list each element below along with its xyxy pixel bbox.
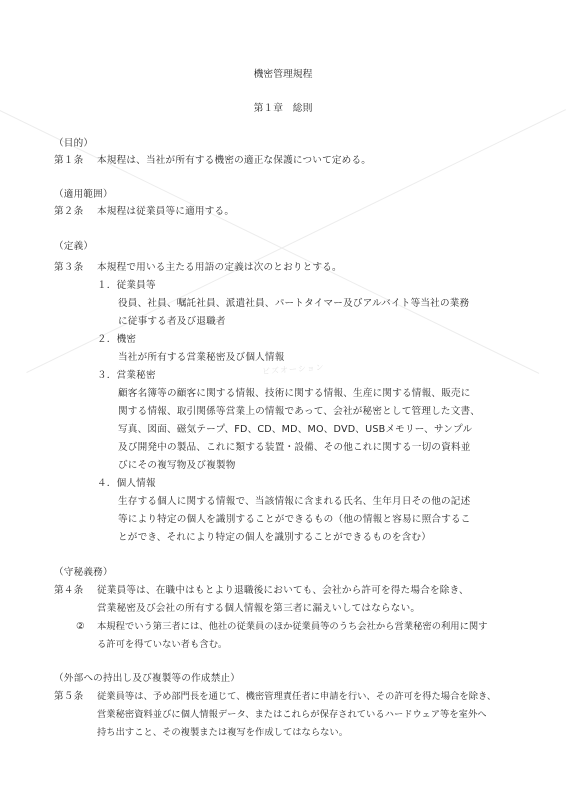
definition-3-line: 関する情報、取引関係等営業上の情報であって、会社が秘密として管理した文書、 (118, 406, 481, 417)
article-5-line: 持ち出すこと、その複製または複写を作成してはならない。 (97, 727, 349, 738)
definition-3-line: 及び開発中の製品、これに類する装置・設備、その他これに関する一切の資料並 (118, 442, 471, 453)
chapter-heading: 第１章 総則 (253, 103, 313, 114)
article-4-paragraph-2-line: る許可を得ていない者も含む。 (97, 639, 228, 650)
article-4-heading: （守秘義務） (54, 567, 113, 578)
document-title: 機密管理規程 (253, 69, 313, 80)
definition-4-label: ４．個人情報 (97, 478, 156, 489)
article-4-paragraph-2-line: 本規程でいう第三者には、他社の従業員のほか従業員等のうち会社から営業秘密の利用に関す (97, 621, 488, 632)
definition-3-line: 顧客名簿等の顧客に関する情報、技術に関する情報、生産に関する情報、販売に (118, 388, 471, 399)
article-4-line: 営業秘密及び会社の所有する個人情報を第三者に漏えいしてはならない。 (97, 603, 421, 614)
watermark-text: ビズオーション (261, 362, 325, 377)
article-4-line: 従業員等は、在職中はもとより退職後においても、会社から許可を得た場合を除き、 (97, 585, 469, 596)
article-2-number: 第２条 (54, 206, 84, 217)
article-1-number: 第１条 (54, 155, 84, 166)
definition-4-line: 等により特定の個人を識別することができるもの（他の情報と容易に照合するこ (118, 514, 471, 525)
definition-2-line: 当社が所有する営業秘密及び個人情報 (118, 352, 285, 363)
article-2-text: 本規程は従業員等に適用する。 (97, 206, 235, 217)
article-1-heading: （目的） (54, 138, 94, 149)
article-5-number: 第５条 (54, 691, 84, 702)
article-5-heading: （外部への持出し及び複製等の作成禁止） (54, 673, 241, 684)
article-1-text: 本規程は、当社が所有する機密の適正な保護について定める。 (97, 155, 372, 166)
article-5-line: 営業秘密資料並びに個人情報データ、またはこれらが保存されているハードウェア等を室外へ (97, 709, 487, 720)
definition-4-line: とができ、それにより特定の個人を識別することができるものを含む） (118, 532, 432, 543)
article-3-number: 第３条 (54, 262, 84, 273)
article-5-line: 従業員等は、予め部門長を通じて、機密管理責任者に申請を行い、その許可を得た場合を除き、 (97, 691, 497, 702)
definition-3-line: 写真、図面、磁気テープ、FD、CD、MD、MO、DVD、USBメモリー、サンプル (118, 424, 473, 435)
definition-3-line: びにその複写物及び複製物 (118, 460, 236, 471)
article-4-number: 第４条 (54, 585, 84, 596)
definition-3-label: ３．営業秘密 (97, 370, 156, 381)
article-3-heading: （定義） (54, 241, 94, 252)
article-3-text: 本規程で用いる主たる用語の定義は次のとおりとする。 (97, 262, 342, 273)
definition-1-label: １．従業員等 (97, 280, 156, 291)
definition-4-line: 生存する個人に関する情報で、当該情報に含まれる氏名、生年月日その他の記述 (118, 496, 471, 507)
article-4-paragraph-2-mark: ② (76, 621, 85, 632)
article-2-heading: （適用範囲） (54, 189, 113, 200)
definition-1-line: に従事する者及び退職者 (118, 316, 226, 327)
definition-1-line: 役員、社員、嘱託社員、派遣社員、パートタイマー及びアルバイト等当社の業務 (118, 298, 470, 309)
definition-2-label: ２．機密 (97, 334, 137, 345)
